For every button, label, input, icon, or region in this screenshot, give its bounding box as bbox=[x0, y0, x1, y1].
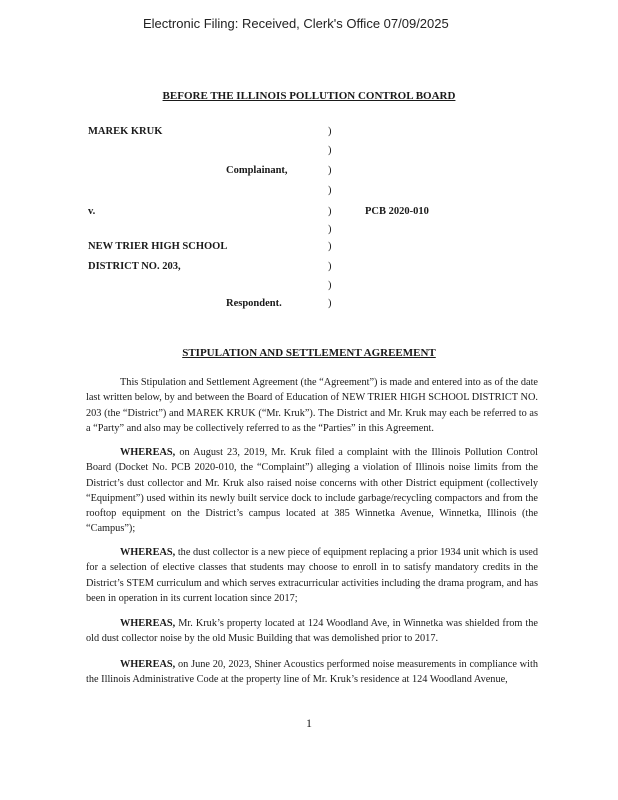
paragraph-text: on June 20, 2023, Shiner Acoustics performed noise measurements in compliance with the Illinois Administrative Code at the property line of Mr. Kruk’s residence at 124 Woodland Avenue, bbox=[86, 659, 538, 686]
paragraph bbox=[86, 375, 538, 436]
caption-paren: ) bbox=[328, 241, 332, 252]
paragraph bbox=[86, 545, 538, 606]
paragraph-text: Mr. Kruk’s property located at 124 Woodland Ave, in Winnetka was shielded from the old dust collector noise by the old Music Building that was demolished prior to 2017. bbox=[86, 618, 538, 645]
board-heading: BEFORE THE ILLINOIS POLLUTION CONTROL BOARD bbox=[162, 90, 456, 102]
page-number: 1 bbox=[306, 716, 312, 730]
respondent-role: Respondent. bbox=[226, 298, 282, 309]
caption-paren: ) bbox=[328, 165, 332, 176]
caption-paren: ) bbox=[328, 280, 332, 291]
paragraph bbox=[86, 445, 538, 537]
paragraph bbox=[86, 616, 538, 647]
paragraph-text: This Stipulation and Settlement Agreement (the “Agreement”) is made and entered into as of the date last written below, by and between the Board of Education of NEW TRIER HIGH SCHOOL DISTRICT NO. 203 (the “District”) and MAREK KRUK (“Mr. Kruk”). The District and Mr. Kruk may each be referred to as a “Party” and also may be collectively referred to as the “Parties” in this Agreement. bbox=[86, 377, 538, 434]
filing-stamp: Electronic Filing: Received, Clerk's Office 07/09/2025 bbox=[143, 16, 449, 31]
paragraph-lead: WHEREAS, bbox=[120, 547, 176, 558]
case-number: PCB 2020-010 bbox=[365, 206, 429, 217]
caption-paren: ) bbox=[328, 261, 332, 272]
respondent-name-line1: NEW TRIER HIGH SCHOOL bbox=[88, 241, 228, 252]
respondent-name-line2: DISTRICT NO. 203, bbox=[88, 261, 181, 272]
caption-paren: ) bbox=[328, 126, 332, 137]
paragraph-text: on August 23, 2019, Mr. Kruk filed a complaint with the Illinois Pollution Control Board (Docket No. PCB 2020-010, the “Complaint”) alleging a violation of Illinois noise limits from the District’s dust collector and Mr. Kruk also raised noise concerns with other District equipment (collectively “Equipment”) used within its newly built service dock to include garbage/recycling compactors and from the rooftop equipment on the District’s campus located at 385 Winnetka Avenue, Winnetka, Illinois (the “Campus”); bbox=[86, 447, 538, 535]
caption-paren: ) bbox=[328, 206, 332, 217]
caption-paren: ) bbox=[328, 224, 332, 235]
complainant-name: MAREK KRUK bbox=[88, 126, 163, 137]
paragraph-text: the dust collector is a new piece of equipment replacing a prior 1934 unit which is used for a selection of elective classes that students may choose to enroll in to satisfy mandatory credits in the District’s STEM curriculum and which serves extracurricular activities including the drama program, and has been in operation in its current location since 2017; bbox=[86, 547, 538, 604]
caption-paren: ) bbox=[328, 298, 332, 309]
complainant-role: Complainant, bbox=[226, 165, 288, 176]
caption-paren: ) bbox=[328, 185, 332, 196]
caption-paren: ) bbox=[328, 145, 332, 156]
paragraph bbox=[86, 657, 538, 688]
paragraph-lead: WHEREAS, bbox=[120, 447, 176, 458]
paragraph-lead: WHEREAS, bbox=[120, 659, 176, 670]
versus-label: v. bbox=[88, 206, 96, 217]
agreement-title: STIPULATION AND SETTLEMENT AGREEMENT bbox=[182, 347, 436, 359]
paragraph-lead: WHEREAS, bbox=[120, 618, 176, 629]
